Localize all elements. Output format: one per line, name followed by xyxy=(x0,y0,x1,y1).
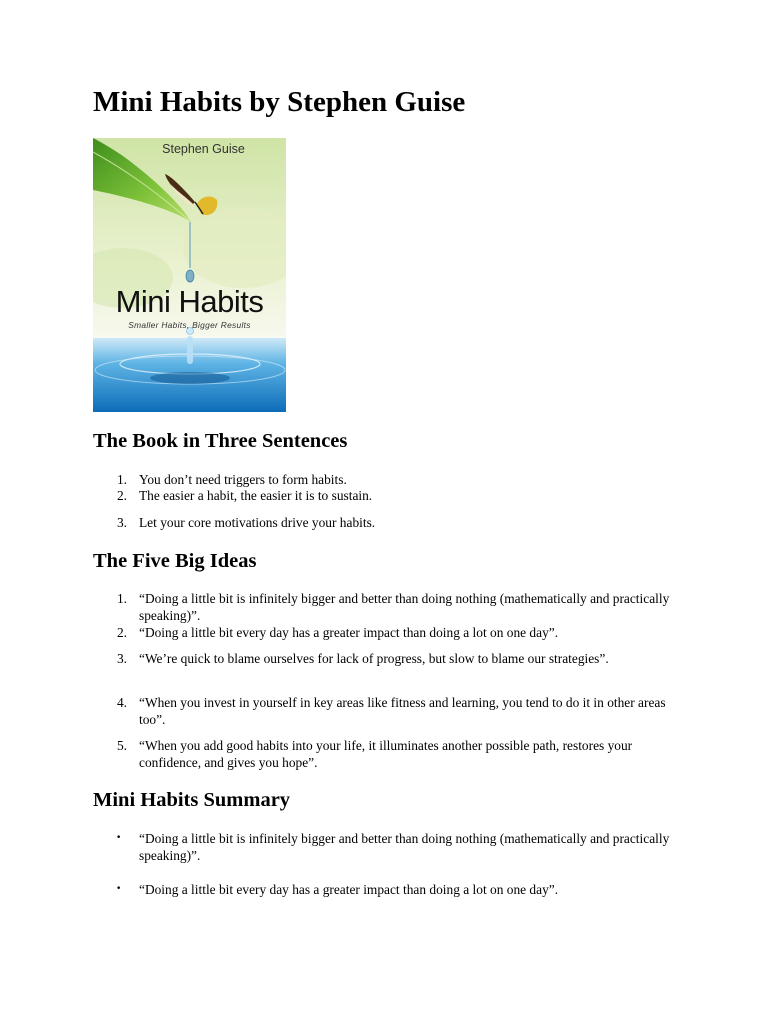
list-item xyxy=(113,590,673,624)
list-marker: 3. xyxy=(116,515,127,530)
list-item-text: “When you add good habits into your life, it illuminates another possible path, restores your confidence, and gives you hope”. xyxy=(139,738,633,770)
list-item-text: “We’re quick to blame ourselves for lack of progress, but slow to blame our strategies”. xyxy=(139,651,609,666)
list-item-text: The easier a habit, the easier it is to sustain. xyxy=(139,488,373,503)
bullet-icon: • xyxy=(116,833,122,843)
cover-subtitle: Smaller Habits, Bigger Results xyxy=(128,320,251,330)
section-heading: The Five Big Ideas xyxy=(93,550,257,572)
list-marker: 4. xyxy=(116,695,127,710)
list-item xyxy=(113,881,673,898)
section-heading: The Book in Three Sentences xyxy=(93,430,348,452)
book-cover-image xyxy=(93,138,286,412)
list-item-text: “Doing a little bit is infinitely bigger and better than doing nothing (mathematically and practically speaking)”. xyxy=(139,831,670,863)
section-heading: Mini Habits Summary xyxy=(93,789,291,811)
list-item xyxy=(113,737,673,771)
cover-author: Stephen Guise xyxy=(162,142,245,156)
list-item-text: “Doing a little bit every day has a greater impact than doing a lot on one day”. xyxy=(139,882,559,897)
list-marker: 2. xyxy=(116,625,127,640)
list-item-text: “Doing a little bit every day has a greater impact than doing a lot on one day”. xyxy=(139,625,559,640)
bullet-icon: • xyxy=(116,884,122,894)
list-item xyxy=(113,650,673,667)
list-item xyxy=(113,471,673,488)
list-item xyxy=(113,830,673,864)
list-item xyxy=(113,487,673,504)
list-item-text: Let your core motivations drive your habits. xyxy=(139,515,376,530)
list-marker: 2. xyxy=(116,488,127,503)
list-item xyxy=(113,514,673,531)
list-item xyxy=(113,624,673,641)
list-item-text: “Doing a little bit is infinitely bigger and better than doing nothing (mathematically and practically speaking)”. xyxy=(139,591,670,623)
cover-artwork xyxy=(93,138,286,412)
list-marker: 3. xyxy=(116,651,127,666)
cover-title: Mini Habits xyxy=(115,284,264,319)
list-item-text: “When you invest in yourself in key areas like fitness and learning, you tend to do it in other areas too”. xyxy=(139,695,666,727)
list-item xyxy=(113,694,673,728)
list-marker: 1. xyxy=(116,472,127,487)
list-marker: 1. xyxy=(116,591,127,606)
page-title: Mini Habits by Stephen Guise xyxy=(93,86,466,118)
list-marker: 5. xyxy=(116,738,127,753)
list-item-text: You don’t need triggers to form habits. xyxy=(139,472,347,487)
